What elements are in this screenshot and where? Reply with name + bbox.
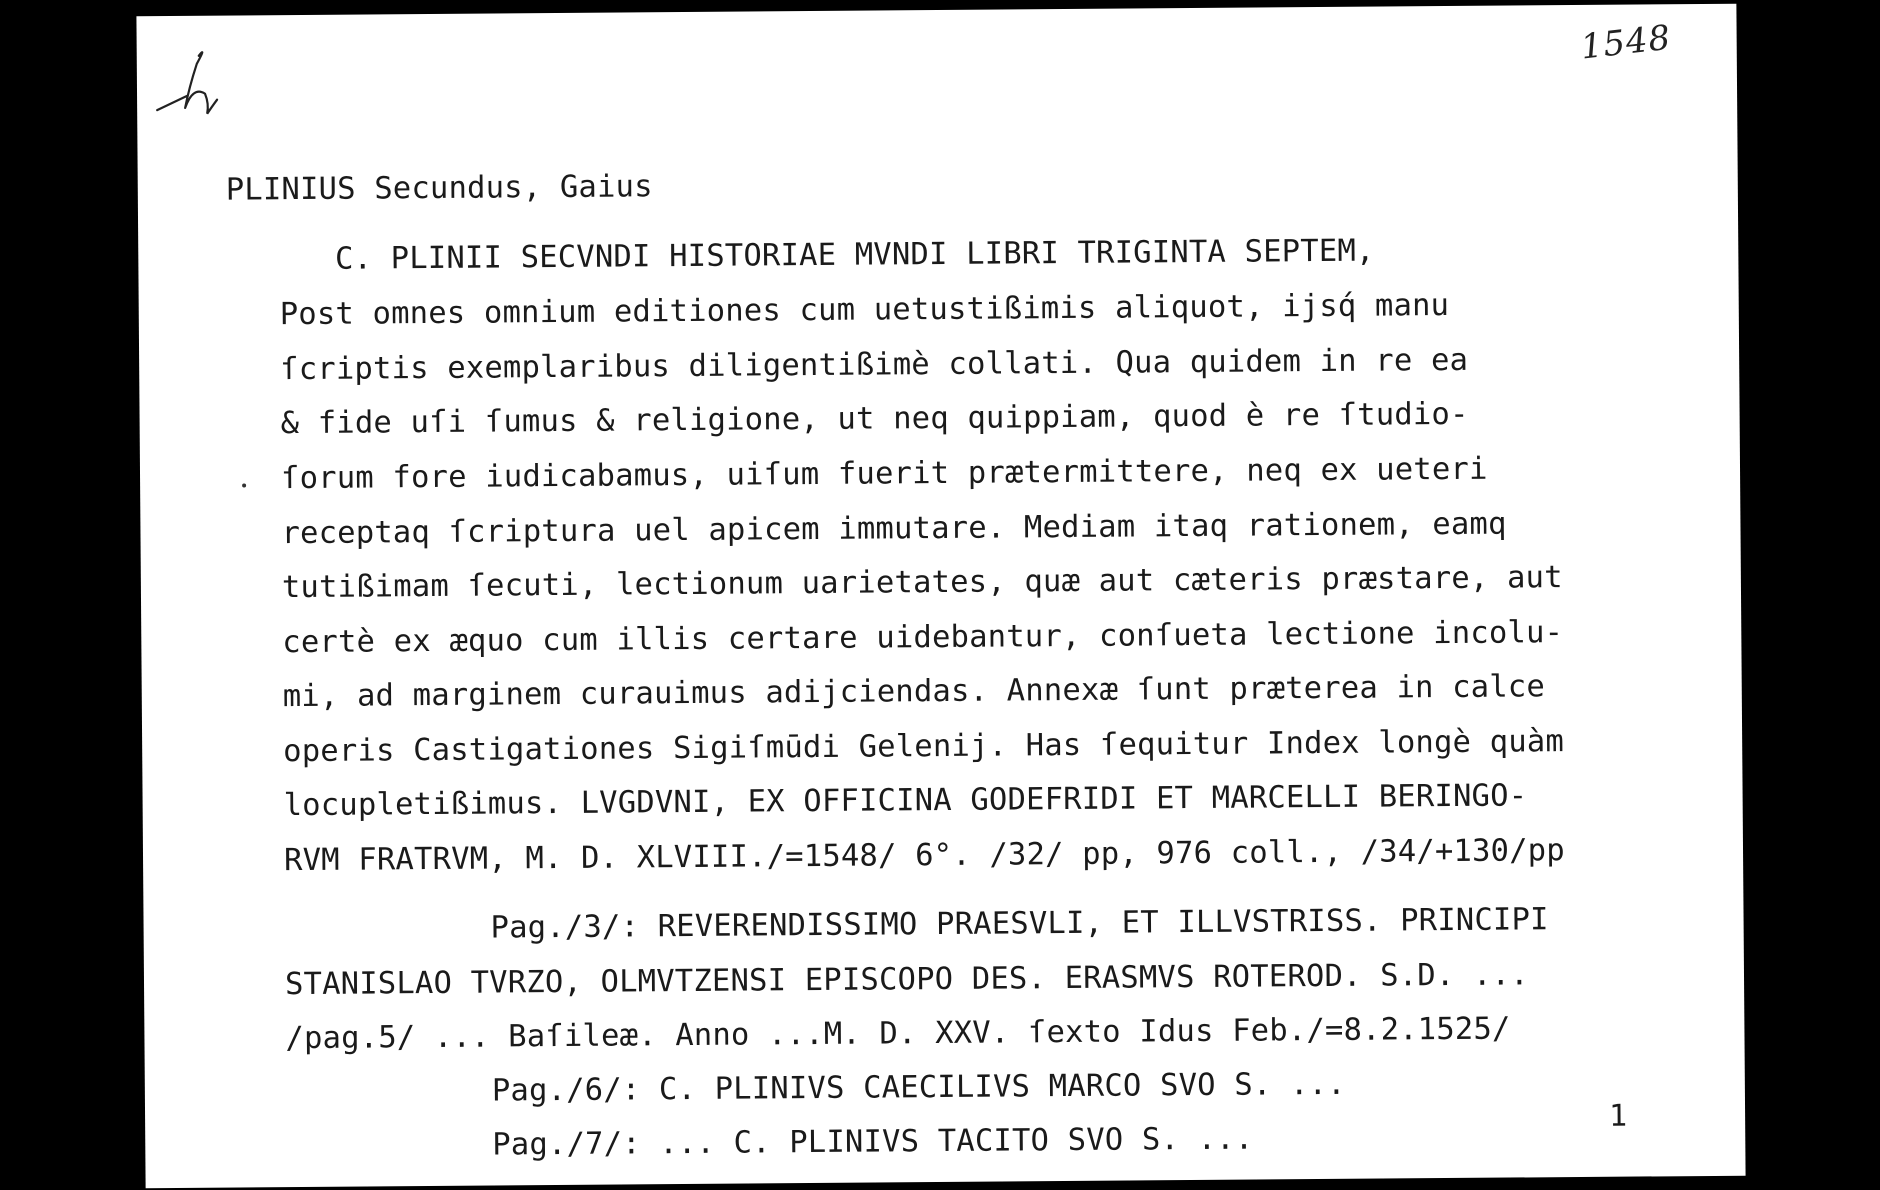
catalog-card <box>136 4 1745 1189</box>
body-line: locupletißimus. LVGDVNI, EX OFFICINA GODEFRIDI ET MARCELLI BERINGO- <box>283 778 1528 824</box>
body-line: RVM FRATRVM, M. D. XLVIII./=1548/ 6°. /32/ pp, 976 coll., /34/+130/pp <box>283 833 1565 879</box>
body-line: Post omnes omnium editiones cum uetustißimis aliquot, ijsq́ manu <box>279 288 1450 333</box>
pag-line: Pag./6/: C. PLINIVS CAECILIVS MARCO SVO S. ... <box>491 1066 1346 1109</box>
page-number: 1 <box>1608 1098 1628 1134</box>
body-line: C. PLINII SECVNDI HISTORIAE MVNDI LIBRI TRIGINTA SEPTEM, <box>279 233 1375 278</box>
body-line: receptaq ſcriptura uel apicem immutare. Mediam itaq rationem, eamq <box>281 506 1507 552</box>
stray-ink-dot <box>242 483 246 487</box>
body-line: tutißimam ſecuti, lectionum uarietates, quæ aut cæteris præstare, aut <box>281 560 1563 606</box>
body-line: & fide uſi ſumus & religione, ut neq quippiam, quod è re ſtudio- <box>280 396 1469 442</box>
heading-author: PLINIUS Secundus, Gaius <box>225 169 653 208</box>
body-line: mi, ad marginem curauimus adijciendas. Annexæ ſunt præterea in calce <box>282 669 1546 715</box>
body-line: ſorum fore iudicabamus, uiſum fuerit prætermittere, neq ex ueteri <box>280 451 1488 497</box>
pag-line: STANISLAO TVRZO, OLMVTZENSI EPISCOPO DES. ERASMVS ROTEROD. S.D. ... <box>284 957 1529 1003</box>
handwritten-h-mark <box>136 15 257 136</box>
body-line: ſcriptis exemplaribus diligentißimè collati. Qua quidem in re ea <box>280 342 1469 388</box>
pag-line: Pag./3/: REVERENDISSIMO PRAESVLI, ET ILLVSTRISS. PRINCIPI <box>490 902 1549 946</box>
pag-line: /pag.5/ ... Baſileæ. Anno ...M. D. XXV. ſexto Idus Feb./=8.2.1525/ <box>285 1011 1511 1057</box>
handwritten-corner-number: 1548 <box>1578 17 1674 68</box>
body-line: operis Castigationes Sigiſmūdi Gelenij. Has ſequitur Index longè quàm <box>283 724 1565 770</box>
body-line: certè ex æquo cum illis certare uidebantur, conſueta lectione incolu- <box>282 615 1564 661</box>
pag-line: Pag./7/: ... C. PLINIVS TACITO SVO S. ... <box>492 1121 1254 1163</box>
